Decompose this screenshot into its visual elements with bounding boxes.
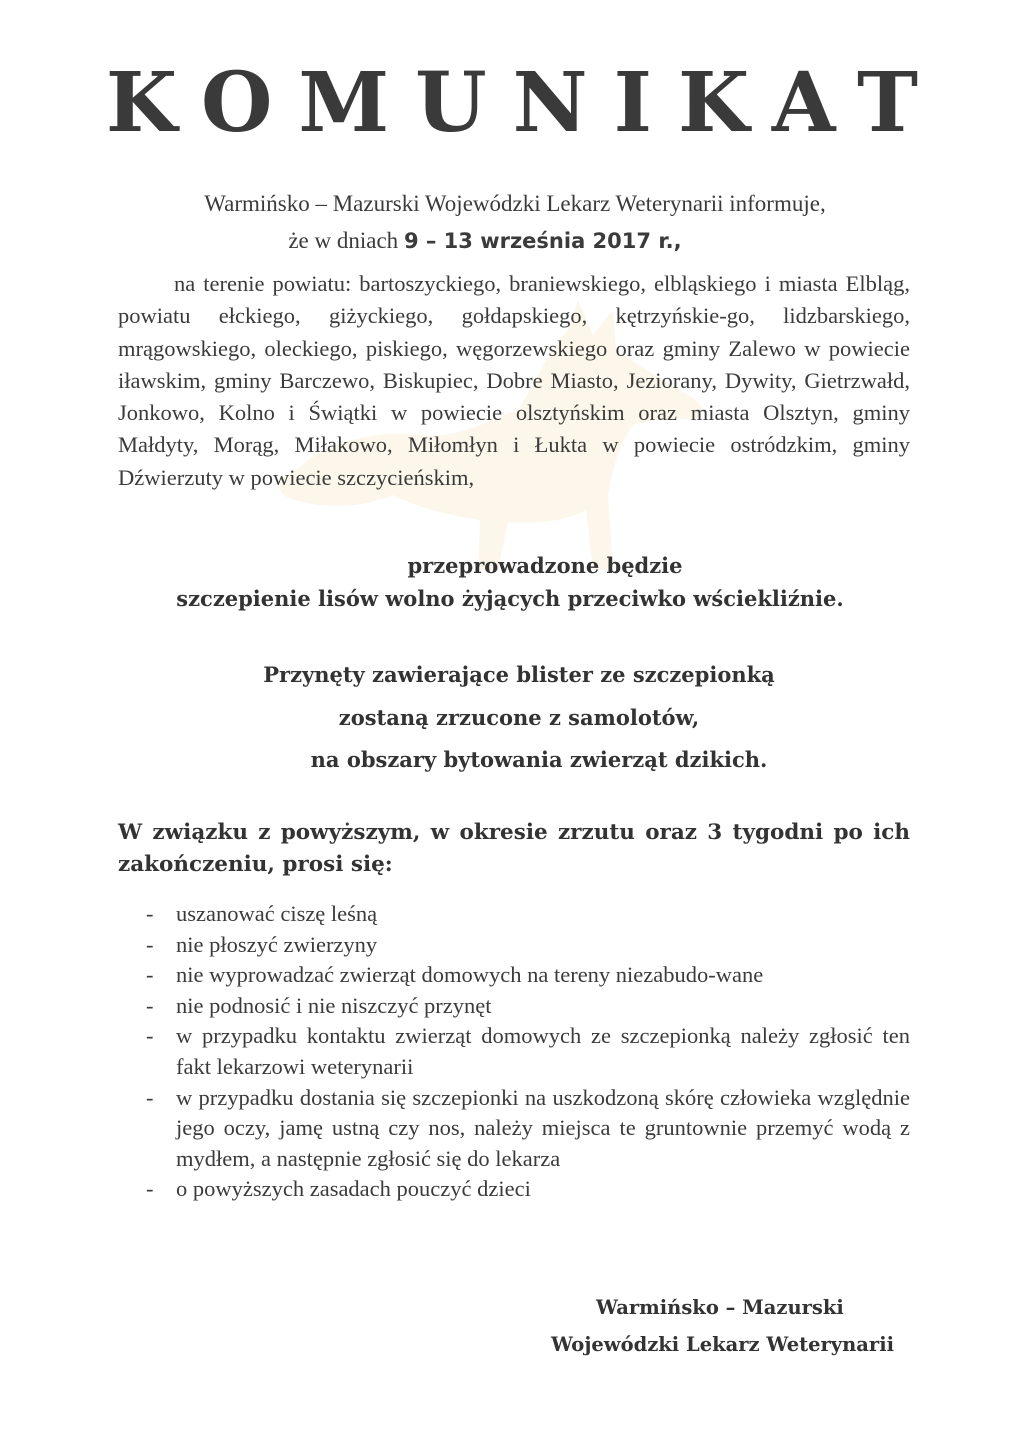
- dash-bullet-icon: -: [146, 1023, 154, 1049]
- document-title: KOMUNIKAT: [105, 55, 945, 151]
- dash-bullet-icon: -: [146, 992, 154, 1018]
- rule-text: nie płoszyć zwierzyny: [176, 931, 378, 957]
- announcement-line-1: przeprowadzone będzie: [407, 553, 683, 578]
- signature-line-2: Wojewódzki Lekarz Weterynarii: [551, 1333, 895, 1356]
- dash-bullet-icon: -: [146, 1176, 154, 1202]
- dash-bullet-icon: -: [146, 901, 154, 926]
- area-paragraph: na terenie powiatu: bartoszyckiego, braniewskiego, elbląskiego i miasta Elbląg, powiatu ełckiego, giżyckiego, gołdapskiego, kętrzyńskie-go, lidzbarskiego, mrągowskiego, oleckiego, piskiego, węgorzewskiego oraz gminy Zalewo w powiecie iławskim, gminy Barczewo, Biskupiec, Dobre Miasto, Jeziorany, Dywity, Gietrzwałd, Jonkowo, Kolno i Świątki w powiecie olsztyńskim oraz miasta Olsztyn, gminy Małdyty, Morąg, Miłakowo, Miłomłyn i Łukta w powiecie ostródzkim, gminy Dźwierzuty w powiecie szczycieńskim,: [118, 271, 910, 490]
- rule-item: [146, 960, 910, 991]
- signature-line-1: Warmińsko – Mazurski: [596, 1296, 844, 1319]
- rule-text: nie wyprowadzać zwierząt domowych na tereny niezabudo-wane: [176, 962, 764, 988]
- rule-item: [146, 1021, 910, 1082]
- baits-line-1: Przynęty zawierające blister ze szczepionką: [263, 662, 775, 687]
- dates-bold: 9 – 13 września 2017 r.,: [403, 229, 682, 253]
- rule-text: o powyższych zasadach pouczyć dzieci: [176, 1176, 531, 1202]
- rule-item: [146, 1083, 910, 1175]
- rule-item: [146, 899, 910, 930]
- rule-text: uszanować ciszę leśną: [176, 901, 378, 926]
- rule-text: nie podnosić i nie niszczyć przynęt: [176, 992, 492, 1018]
- dash-bullet-icon: -: [146, 962, 154, 988]
- baits-line-2: zostaną zrzucone z samolotów,: [338, 705, 700, 730]
- dash-bullet-icon: -: [146, 931, 154, 957]
- dates-line: [0, 228, 990, 254]
- rule-item: [146, 991, 910, 1022]
- request-paragraph: W związku z powyższym, w okresie zrzutu oraz 3 tygodni po ich zakończeniu, prosi się:: [118, 820, 910, 877]
- dash-bullet-icon: -: [146, 1084, 154, 1110]
- announcement-line-2: szczepienie lisów wolno żyjących przeciwko wściekliźnie.: [176, 586, 844, 611]
- rule-text: w przypadku kontaktu zwierząt domowych ze szczepionką należy zgłosić ten fakt lekarzowi weterynarii: [176, 1023, 910, 1079]
- rules-list: [146, 899, 910, 1205]
- intro-line: Warmińsko – Mazurski Wojewódzki Lekarz Weterynarii informuje,: [204, 191, 826, 216]
- rule-item: [146, 1174, 910, 1205]
- baits-line-3: na obszary bytowania zwierząt dzikich.: [310, 747, 768, 772]
- dates-prefix: że w dniach: [288, 228, 404, 253]
- rule-item: [146, 930, 910, 961]
- rule-text: w przypadku dostania się szczepionki na uszkodzoną skórę człowieka względnie jego oczy, jamę ustną czy nos, należy miejsca te gruntownie przemyć wodą z mydłem, a następnie zgłosić się do lekarza: [176, 1084, 910, 1171]
